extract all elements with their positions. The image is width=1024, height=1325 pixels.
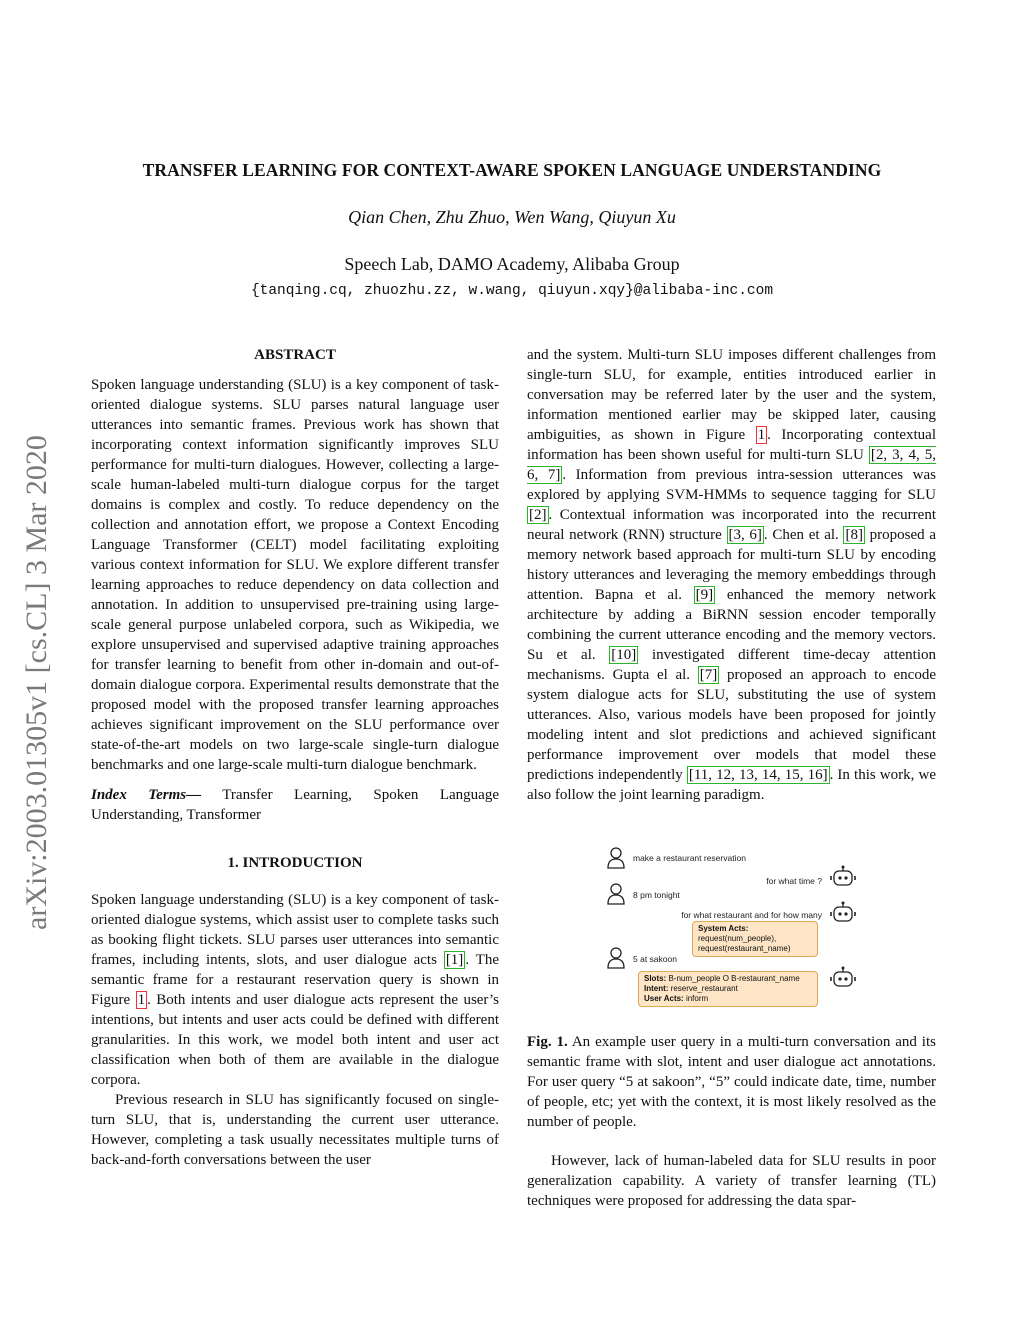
slots-value: B-num_people O B-restaurant_name — [666, 974, 800, 983]
paper-title: TRANSFER LEARNING FOR CONTEXT-AWARE SPOKEN LANGUAGE UNDERSTANDING — [142, 160, 882, 180]
intent-label: Intent: — [644, 984, 669, 993]
user-utterance-2: 8 pm tonight — [633, 890, 680, 900]
citation-link[interactable]: [9] — [695, 587, 714, 603]
citation-link[interactable]: [3, 6] — [728, 527, 762, 543]
figure-link[interactable]: 1 — [137, 992, 146, 1008]
rc-text-1: and the system. Multi-turn SLU imposes different challenges from single-turn SLU, for example, entities introduced earlier in conversation may be referred later by the user and the system, information mentioned earlier may be skipped later, causing ambiguities, as shown in Figure — [527, 347, 936, 443]
citation-link[interactable]: [8] — [845, 527, 863, 543]
rc-text-8: investigated different time-decay attention mechanisms. Gupta el al. — [527, 647, 936, 683]
robot-icon — [830, 901, 856, 927]
user-icon — [606, 847, 626, 869]
rc-text-9: proposed an approach to encode system dialogue acts for SLU, substituting the use of system utterances. Also, various models have been proposed for jointly modeling intent and slot predictions and achieved significant performance improvement over models that model these predictions independently — [527, 667, 936, 783]
index-terms-text: Transfer Learning, Spoken Language Understanding, Transformer — [91, 787, 499, 823]
abstract-heading: ABSTRACT — [254, 347, 336, 363]
rc-text-4: . Contextual information was incorporated into the recurrent neural network (RNN) structure — [527, 507, 936, 543]
intro-paragraph-1 — [91, 890, 499, 1090]
robot-icon — [830, 865, 856, 891]
user-acts-label: User Acts: — [644, 994, 684, 1003]
figure-1 — [600, 843, 870, 1018]
rc-text-10: . In this work, we also follow the joint learning paradigm. — [527, 767, 936, 803]
rc-text-2: . Incorporating contextual information has been shown useful for multi-turn SLU — [527, 427, 936, 463]
user-icon — [606, 947, 626, 969]
intro-p1-text-c: . Both intents and user dialogue acts represent the user’s intentions, but intents and user acts could be defined with different granularities. In this work, we model both intent and user act classification when both of them are available in the dialogue corpora. — [91, 992, 499, 1088]
citation-link[interactable]: [10] — [611, 647, 637, 663]
user-acts-value: inform — [683, 994, 709, 1003]
affiliation: Speech Lab, DAMO Academy, Alibaba Group — [344, 254, 680, 274]
system-act-1: request(num_people), — [698, 934, 777, 943]
index-terms — [91, 785, 499, 825]
figure-caption — [527, 1032, 936, 1211]
related-work-paragraph — [527, 345, 936, 805]
authors: Qian Chen, Zhu Zhuo, Wen Wang, Qiuyun Xu — [348, 207, 676, 227]
citation-link[interactable]: [11, 12, 13, 14, 15, 16] — [688, 767, 828, 783]
system-utterance-2: for what restaurant and for how many — [681, 910, 822, 920]
caption-label: Fig. 1. — [527, 1034, 568, 1050]
system-act-2: request(restaurant_name) — [698, 944, 791, 953]
user-utterance-3: 5 at sakoon — [633, 954, 677, 964]
left-column — [91, 345, 499, 1170]
user-utterance-1: make a restaurant reservation — [633, 853, 746, 863]
intro-heading: 1. INTRODUCTION — [227, 855, 363, 871]
citation-link[interactable]: [1] — [445, 952, 464, 968]
abstract-text: Spoken language understanding (SLU) is a key component of task-oriented dialogue systems. SLU parses natural language user utterances into semantic frames. Previous work has shown that incorporating context information significantly improves SLU performance for multi-turn dialogues. However, collecting a large-scale human-labeled multi-turn dialogue corpus for the target domains is complex and costly. To reduce dependency on the collection and annotation effort, we propose a Context Encoding Language Transformer (CELT) model facilitating exploiting various context information for SLU. We explore different transfer learning approaches to reduce dependency on data collection and annotation. In addition to unsupervised pre-training using large-scale general purpose unlabeled corpora, such as Wikipedia, we explore unsupervised and supervised adaptive training approaches for transfer learning to benefit from other in-domain and out-of-domain dialogue corpora. Experimental results demonstrate that the proposed model with the proposed transfer learning approaches achieves significant improvement on the SLU performance over state-of-the-art models on two large-scale single-turn dialogue benchmarks and one large-scale multi-turn dialogue benchmark. — [91, 377, 499, 773]
citation-link[interactable]: [2] — [529, 507, 547, 523]
semantic-frame-box — [638, 971, 818, 1007]
index-terms-label: Index Terms— — [91, 787, 202, 803]
user-icon — [606, 883, 626, 905]
system-utterance-1: for what time ? — [766, 876, 822, 886]
robot-icon — [830, 966, 856, 992]
arxiv-stamp-text: arXiv:2003.01305v1 [cs.CL] 3 Mar 2020 — [20, 435, 53, 930]
intro-p1-text-b: . The semantic frame for a restaurant reservation query is shown in Figure — [91, 952, 499, 1008]
arxiv-stamp — [20, 355, 60, 930]
rc-text-3: . Information from previous intra-session utterances was explored by applying SVM-HMMs to sequence tagging for SLU — [527, 467, 936, 503]
right-column — [527, 345, 936, 805]
figure-link[interactable]: 1 — [757, 427, 766, 443]
system-acts-label: System Acts: — [698, 924, 749, 933]
citation-link[interactable]: [7] — [699, 667, 718, 683]
rc-text-7: enhanced the memory network architecture by adding a BiRNN session encoder temporally combining the current utterance encoding and the memory vectors. Su et al. — [527, 587, 936, 663]
rc-text-6: proposed a memory network based approach for multi-turn SLU by encoding history utterances and leveraging the memory embeddings through attention. Bapna et al. — [527, 527, 936, 603]
system-acts-box — [692, 921, 818, 957]
caption-text: An example user query in a multi-turn conversation and its semantic frame with slot, intent and user dialogue act annotations. For user query “5 at sakoon”, “5” could indicate date, time, number of people, etc; yet with the context, it is most likely resolved as the number of people. — [527, 1034, 936, 1130]
rc-text-5: . Chen et al. — [763, 527, 844, 543]
citation-link[interactable]: [2, 3, 4, 5, 6, 7] — [527, 447, 936, 483]
intro-paragraph-2: Previous research in SLU has significantly focused on single-turn SLU, that is, understanding the current user utterance. However, completing a task usually necessitates multiple turns of back-and-forth conversations between the user — [91, 1092, 499, 1168]
emails: {tanqing.cq, zhuozhu.zz, w.wang, qiuyun.xqy}@alibaba-inc.com — [250, 283, 774, 299]
intent-value: reserve_restaurant — [668, 984, 738, 993]
slots-label: Slots: — [644, 974, 667, 983]
intro-p1-text-a: Spoken language understanding (SLU) is a key component of task-oriented dialogue systems, which assist user to complete tasks such as booking flight tickets. SLU parses user utterances into semantic frames, including intents, slots, and user dialogue acts — [91, 892, 499, 968]
tl-paragraph: However, lack of human-labeled data for SLU results in poor generalization capability. A variety of transfer learning (TL) techniques were proposed for addressing the data spar- — [527, 1153, 936, 1209]
